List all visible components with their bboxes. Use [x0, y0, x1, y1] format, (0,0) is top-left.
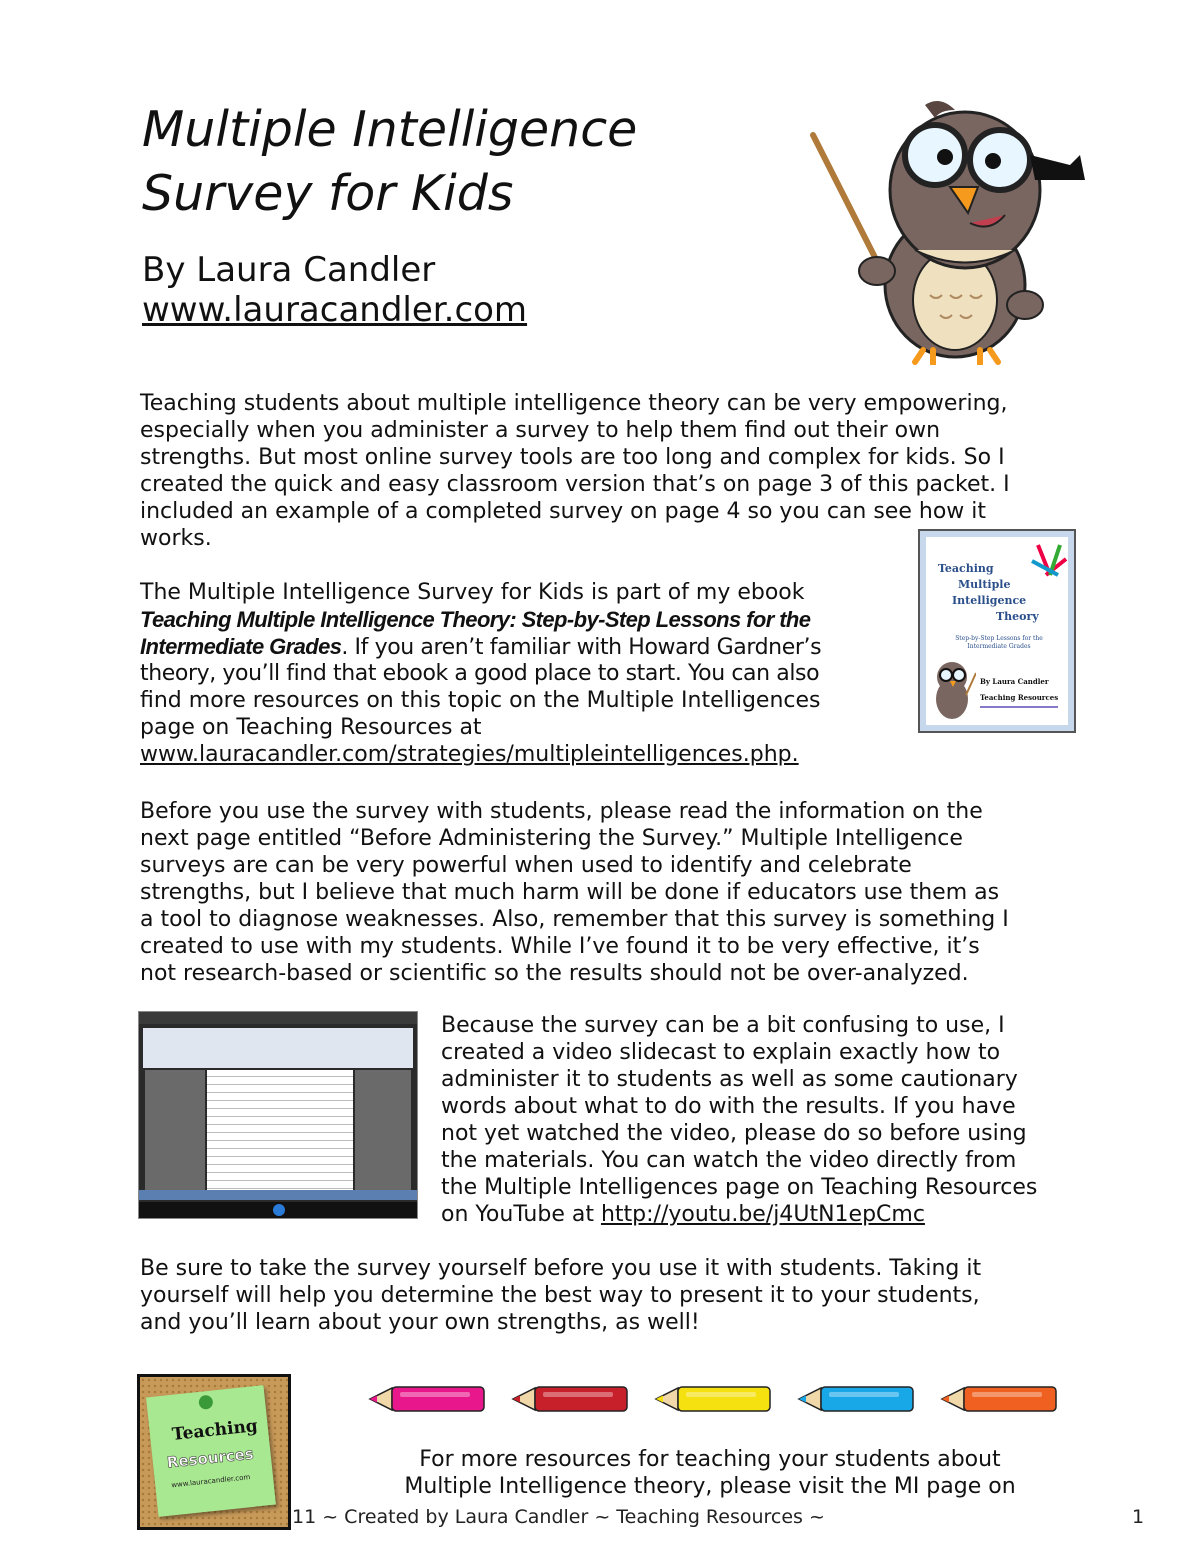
author: By Laura Candler: [142, 250, 436, 290]
ebook-paragraph: The Multiple Intelligence Survey for Kids is part of my ebook Teaching Multiple Intelligence Theory: Step-by-Step Lessons for the Intermediate Grades. If you aren’t familiar with Howard Gardner’s theory, you’ll find that ebook a good place to start. You can also find more resources on this topic on the Multiple Intelligences page on Teaching Resources at www.lauracandler.com/strategies/multipleintelligences.php.: [140, 580, 822, 767]
video-paragraph: Because the survey can be a bit confusing to use, I created a video slidecast to explain exactly how to administer it to students as well as some cautionary words about what to do with the results. If you have not yet watched the video, please do so before using the materials. You can watch the video directly from the Multiple Intelligences page on Teaching Resources on YouTube at http://youtu.be/j4UtN1epCmc: [441, 1013, 1038, 1227]
pushpin-icon: [198, 1395, 213, 1410]
page-footer-credit: 11 ~ Created by Laura Candler ~ Teaching Resources ~: [292, 1506, 825, 1528]
pencil-icon: [799, 1387, 913, 1411]
owl-icon: [930, 659, 976, 721]
take-survey-paragraph: Be sure to take the survey yourself before you use it with students. Taking it yourself will help you determine the best way to present it to your students, and you’ll learn about your own strengths, as well!: [140, 1256, 982, 1335]
pencil-icon: [513, 1387, 627, 1411]
video-slidecast-thumbnail[interactable]: [138, 1011, 418, 1219]
pencil-icon: [656, 1387, 770, 1411]
pencil-icon: [942, 1387, 1056, 1411]
owl-teacher-illustration: [805, 95, 1090, 365]
teaching-resources-logo[interactable]: Teaching Resources www.lauracandler.com: [137, 1374, 291, 1530]
caution-paragraph: Before you use the survey with students, please read the information on the next page entitled “Before Administering the Survey.” Multiple Intelligence surveys are can be very powerful when used to identify and celebrate strengths, but I believe that much harm will be done if educators use them as a tool to diagnose weaknesses. Also, remember that this survey is something I created to use with my students. While I’ve found it to be very effective, it’s not research-based or scientific so the results should not be over-analyzed.: [140, 799, 1009, 986]
website-link[interactable]: www.lauracandler.com: [142, 290, 528, 330]
page-number: 1: [1132, 1506, 1145, 1528]
footer-note: For more resources for teaching your students about Multiple Intelligence theory, please visit the MI page on: [404, 1447, 1016, 1499]
ebook-cover[interactable]: Teaching Multiple Intelligence Theory Step-by-Step Lessons for the Intermediate Grades By Laura Candler Teaching Resources: [918, 529, 1076, 733]
pencil-row: [360, 1382, 1070, 1416]
pencil-icon: [370, 1387, 484, 1411]
play-icon[interactable]: [273, 1204, 285, 1216]
youtube-video-link[interactable]: http://youtu.be/j4UtN1epCmc: [600, 1202, 925, 1227]
byline: [142, 250, 527, 330]
ebook-title: Teaching Multiple Intelligence Theory: Step-by-Step Lessons for the: [140, 607, 811, 632]
pencils-icon: [1030, 541, 1068, 585]
intro-paragraph: Teaching students about multiple intelligence theory can be very empowering, especially when you administer a survey to help them find out their own strengths. But most online survey tools are too long and complex for kids. So I created the quick and easy classroom version that’s on page 3 of this packet. I included an example of a completed survey on page 4 so you can see how it works.: [140, 391, 1010, 551]
page-title: Multiple Intelligence Survey for Kids: [142, 101, 638, 222]
ebook-title-end: Intermediate Grades: [140, 634, 342, 659]
mi-strategies-link[interactable]: www.lauracandler.com/strategies/multipleintelligences.php.: [140, 742, 799, 767]
